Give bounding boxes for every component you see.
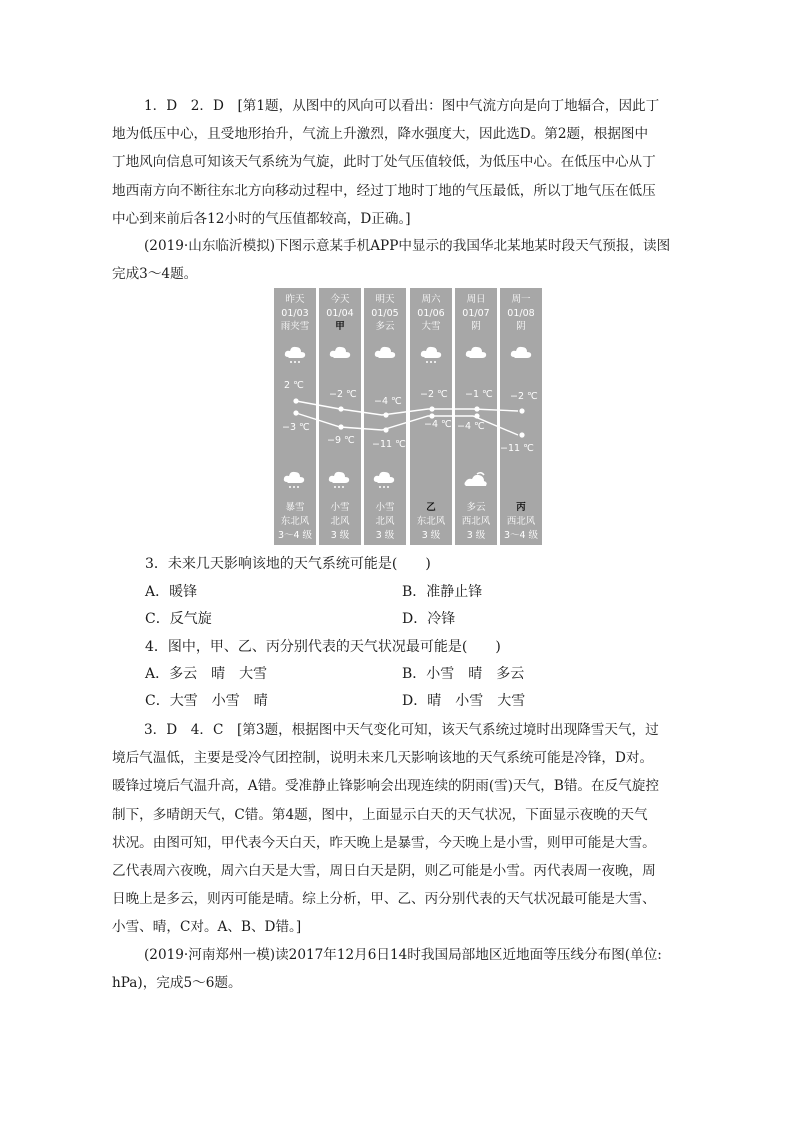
answer-line: 地西南方向不断往东北方向移动过程中，经过丁地时丁地的气压最低，所以丁地气压在低压: [112, 182, 656, 199]
low-temp-point: [429, 413, 434, 418]
day-weather: 阴: [516, 321, 526, 333]
question-4-option-a: A．多云 晴 大雪: [145, 666, 268, 682]
high-temp-point: [293, 398, 298, 403]
question-3-option-a: A．暖锋: [145, 584, 198, 600]
low-temp-label: −4 ℃: [424, 419, 452, 430]
answer-line: 状况。由图可知，甲代表今天白天，昨天晚上是暴雪，今天晚上是小雪，则甲可能是大雪。: [112, 834, 656, 851]
low-temp-label: −4 ℃: [457, 421, 485, 432]
low-temp-label: −9 ℃: [327, 435, 355, 446]
day-date: 01/08: [507, 307, 535, 319]
day-date: 01/07: [462, 307, 490, 319]
answer-line: 小雪、晴，C对。A、B、D错。]: [112, 919, 302, 936]
day-name: 明天: [375, 294, 395, 305]
day-weather: 甲: [335, 321, 345, 333]
wind-level: 3～4 级: [277, 530, 313, 541]
intro-line: 完成3～4题。: [112, 266, 198, 283]
day-weather: 大雪: [421, 321, 441, 333]
high-temp-point: [338, 406, 343, 411]
high-temp-label: −2 ℃: [420, 389, 448, 400]
night-weather: 丙: [516, 502, 526, 513]
question-4-option-d: D．晴 小雪 大雪: [402, 693, 526, 709]
day-name: 周日: [466, 294, 486, 305]
day-date: 01/04: [326, 307, 354, 319]
question-3-option-c: C．反气旋: [145, 611, 212, 627]
answer-line: 日晚上是多云，则丙可能是晴。综上分析，甲、乙、丙分别代表的天气状况最可能是大雪、: [112, 891, 656, 908]
wind-level: 3 级: [375, 530, 395, 541]
high-temp-point: [474, 406, 479, 411]
intro-line: hPa)，完成5～6题。: [112, 975, 242, 992]
high-temp-label: −1 ℃: [465, 389, 493, 400]
question-3-stem: 3．未来几天影响该地的天气系统可能是( ): [145, 556, 431, 572]
low-temp-point: [474, 413, 479, 418]
low-temp-point: [293, 410, 298, 415]
wind-direction: 西北风: [506, 516, 536, 527]
low-temp-point: [519, 432, 524, 437]
wind-level: 3 级: [421, 530, 441, 541]
low-temp-label: −11 ℃: [500, 443, 534, 454]
day-weather: 多云: [375, 321, 395, 333]
low-temp-point: [383, 427, 388, 432]
day-date: 01/05: [371, 307, 399, 319]
night-weather: 多云: [466, 502, 486, 513]
wind-direction: 北风: [330, 516, 350, 527]
answer-explanation-3-4: [112, 716, 672, 942]
answer-line: 中心到来前后各12小时的气压值都较高，D正确。]: [112, 210, 411, 227]
answer-line: 丁地风向信息可知该天气系统为气旋，此时丁处气压值较低，为低压中心。在低压中心从丁: [112, 154, 656, 171]
wind-direction: 西北风: [461, 516, 491, 527]
day-name: 周六: [421, 294, 441, 305]
intro-line: (2019·河南郑州一模)读2017年12月6日14时我国局部地区近地面等压线分布图(单位:: [144, 947, 662, 963]
question-intro-5-6: [112, 941, 672, 997]
day-name: 周一: [511, 294, 531, 305]
high-temp-point: [383, 412, 388, 417]
wind-direction: 东北风: [416, 516, 446, 527]
answer-line: 乙代表周六夜晚，周六白天是大雪，周日白天是阴，则乙可能是小雪。丙代表周一夜晚，周: [112, 863, 656, 880]
answer-line: 制下，多晴朗天气，C错。第4题，图中，上面显示白天的天气状况，下面显示夜晚的天气: [112, 806, 648, 823]
question-4-stem: 4．图中，甲、乙、丙分别代表的天气状况最可能是( ): [145, 639, 501, 655]
day-name: 昨天: [285, 294, 305, 305]
intro-line: (2019·山东临沂模拟)下图示意某手机APP中显示的我国华北某地某时段天气预报，读图: [144, 238, 671, 254]
low-temp-label: −3 ℃: [282, 422, 310, 433]
day-date: 01/03: [281, 307, 309, 319]
wind-level: 3～4 级: [503, 530, 539, 541]
high-temp-label: 2 ℃: [284, 380, 304, 391]
wind-level: 3 级: [330, 530, 350, 541]
question-4-option-c: C．大雪 小雪 晴: [145, 693, 268, 709]
answer-line: 暖锋过境后气温升高，A错。受准静止锋影响会出现连续的阴雨(雪)天气，B错。在反气旋控: [112, 778, 659, 795]
low-temp-point: [338, 424, 343, 429]
high-temp-label: −2 ℃: [329, 389, 357, 400]
night-weather: 小雪: [330, 502, 350, 513]
night-weather: 小雪: [375, 502, 395, 513]
night-weather: 乙: [426, 502, 436, 513]
question-4-option-b: B．小雪 晴 多云: [402, 666, 525, 682]
high-temp-line: [296, 401, 518, 415]
day-date: 01/06: [417, 307, 445, 319]
day-name: 今天: [330, 294, 350, 305]
question-3-option-b: B．准静止锋: [402, 584, 483, 600]
high-temp-label: −4 ℃: [374, 396, 402, 407]
question-3-option-d: D．冷锋: [402, 611, 456, 627]
weather-forecast-figure: [271, 288, 550, 545]
answer-line: 境后气温低，主要是受冷气团控制，说明未来几天影响该地的天气系统可能是冷锋，D对。: [112, 750, 654, 767]
answer-line: 地为低压中心，且受地形抬升，气流上升激烈，降水强度大，因此选D。第2题，根据图中: [112, 126, 649, 143]
question-intro-3-4: [112, 232, 672, 288]
night-weather: 暴雪: [285, 502, 305, 513]
wind-direction: 北风: [375, 516, 395, 527]
high-temp-label: −2 ℃: [510, 391, 538, 402]
low-temp-line: [296, 413, 518, 435]
answer-line: 3．D 4．C [第3题，根据图中天气变化可知，该天气系统过境时出现降雪天气，过: [144, 722, 659, 738]
day-weather: 雨夹雪: [280, 321, 310, 333]
day-weather: 阴: [471, 321, 481, 333]
wind-direction: 东北风: [280, 516, 310, 527]
answer-explanation-1-2: [112, 92, 672, 233]
high-temp-point: [519, 408, 524, 413]
high-temp-point: [429, 406, 434, 411]
temperature-curves: [271, 288, 550, 545]
answer-line: 1．D 2．D [第1题，从图中的风向可以看出：图中气流方向是向丁地辐合，因此丁: [144, 98, 660, 114]
low-temp-label: −11 ℃: [372, 439, 406, 450]
wind-level: 3 级: [466, 530, 486, 541]
